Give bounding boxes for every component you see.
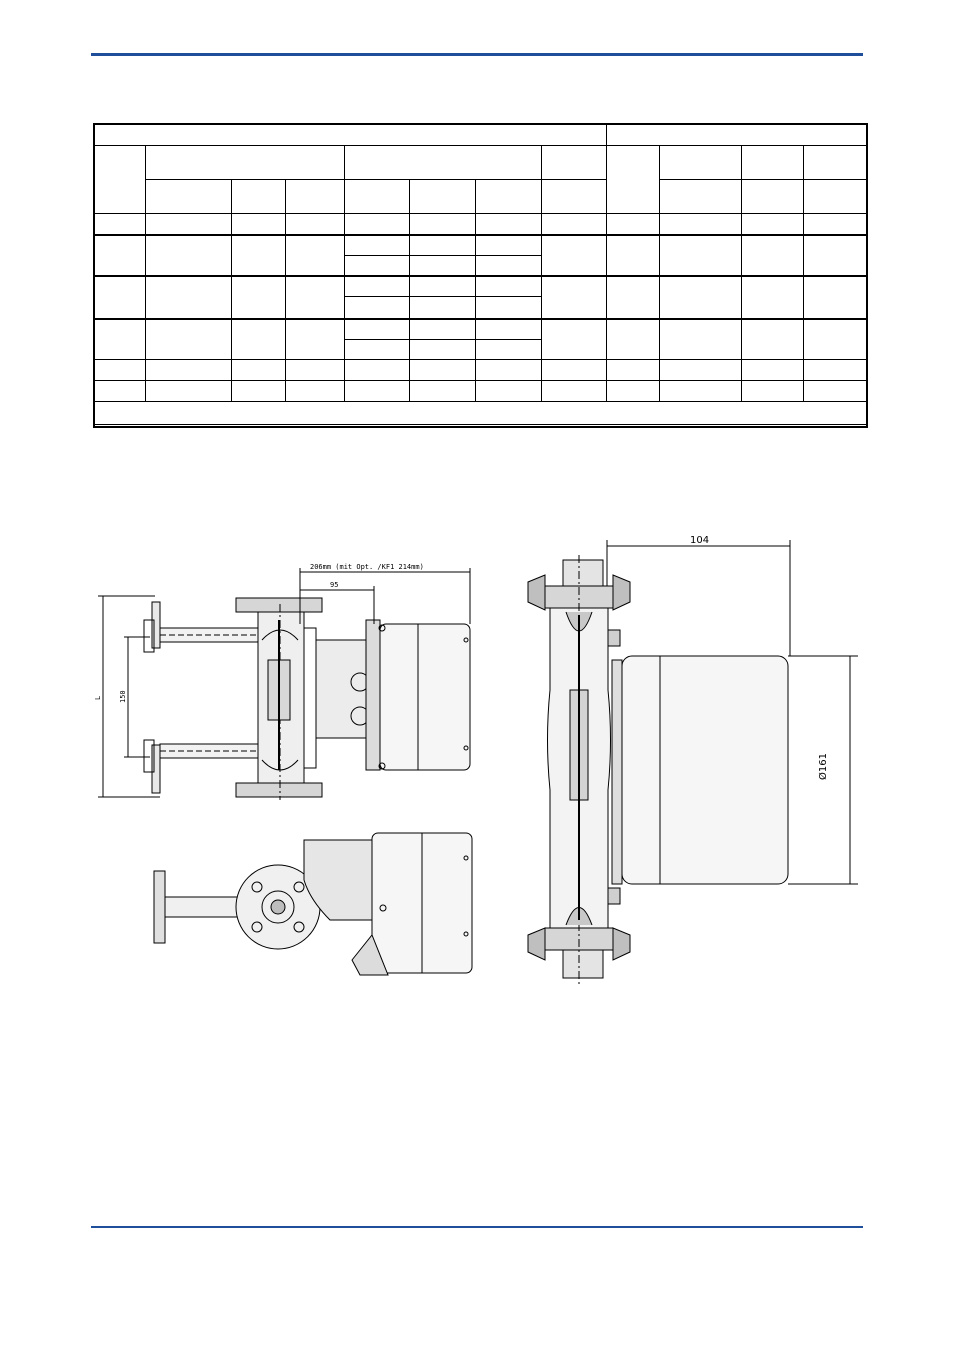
top-width-label: 104 [690, 535, 710, 546]
center-spacing-label: 150 [119, 690, 127, 703]
overall-length-label: 206mm (mit Opt. /KF1 214mm) [310, 563, 424, 571]
footer-rule [91, 1226, 863, 1228]
height-label: L [94, 695, 102, 700]
diameter-label: Ø161 [818, 753, 829, 780]
front-view-drawing [98, 568, 470, 800]
top-view-drawing [154, 833, 472, 975]
side-section-drawing [528, 540, 858, 985]
offset-label: 95 [330, 581, 339, 589]
